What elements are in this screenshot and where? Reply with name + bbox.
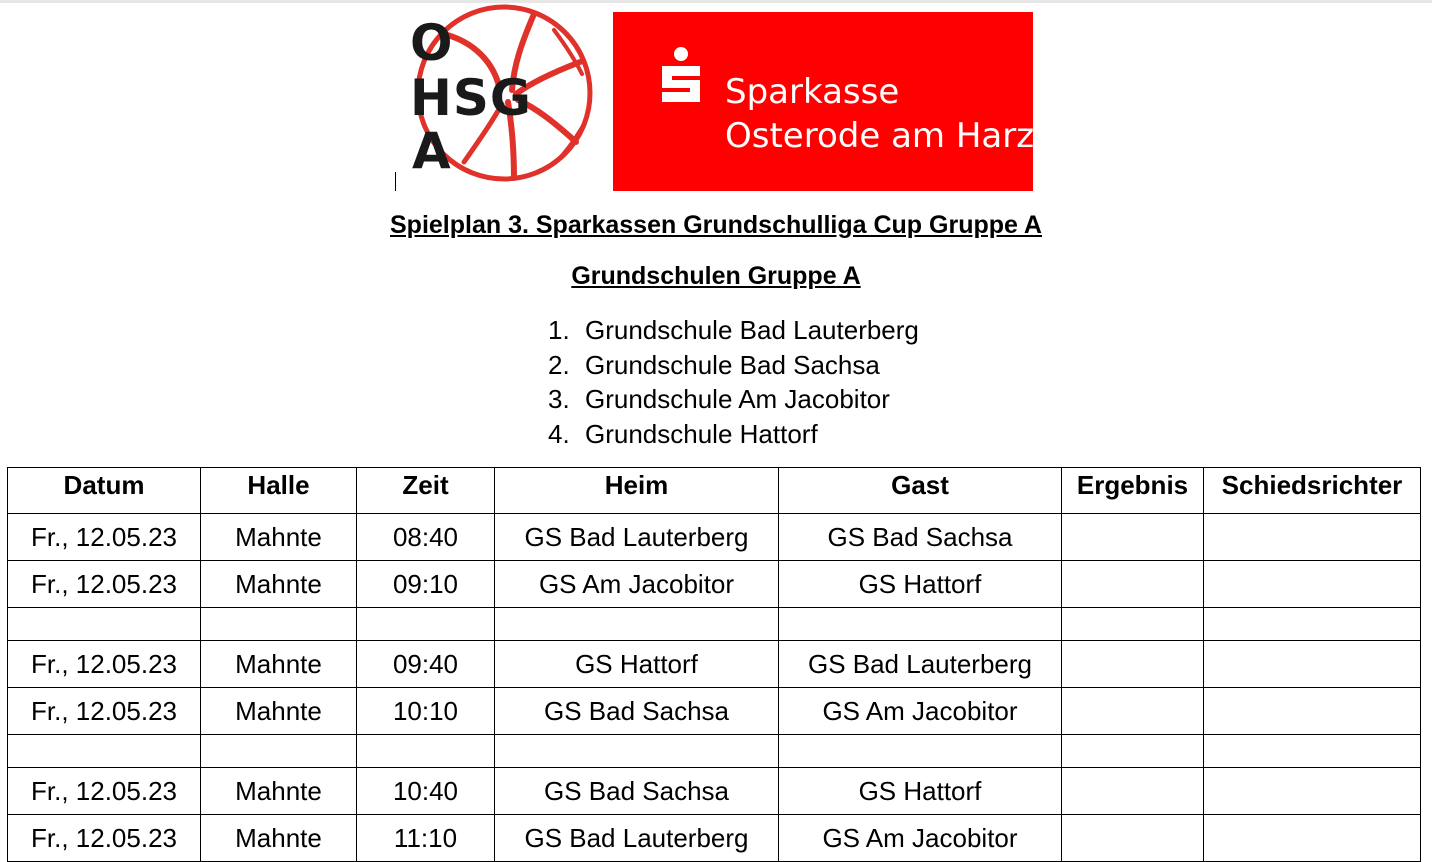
school-name: Grundschule Bad Sachsa xyxy=(585,349,880,380)
cell-heim: GS Am Jacobitor xyxy=(495,561,779,608)
cell-halle xyxy=(201,608,357,641)
cell-halle: Mahnte xyxy=(201,815,357,862)
school-name: Grundschule Am Jacobitor xyxy=(585,384,890,415)
cell-halle xyxy=(201,735,357,768)
table-row xyxy=(8,688,1421,735)
cell-schiedsrichter xyxy=(1204,641,1421,688)
column-header-gast: Gast xyxy=(779,468,1062,514)
cell-datum xyxy=(8,608,201,641)
cell-gast: GS Am Jacobitor xyxy=(779,688,1062,735)
document-subtitle: Grundschulen Gruppe A xyxy=(571,262,861,290)
cell-heim: GS Hattorf xyxy=(495,641,779,688)
table-row-empty xyxy=(8,608,1421,641)
cell-gast xyxy=(779,608,1062,641)
table-row xyxy=(8,561,1421,608)
column-header-halle: Halle xyxy=(201,468,357,514)
cell-zeit xyxy=(357,608,495,641)
cell-gast: GS Hattorf xyxy=(779,561,1062,608)
cell-ergebnis xyxy=(1062,514,1204,561)
cell-heim: GS Bad Lauterberg xyxy=(495,815,779,862)
cell-ergebnis xyxy=(1062,735,1204,768)
cell-zeit: 09:10 xyxy=(357,561,495,608)
school-list xyxy=(548,313,919,452)
cell-halle: Mahnte xyxy=(201,688,357,735)
sparkasse-s-icon xyxy=(658,46,704,106)
column-header-ergebnis: Ergebnis xyxy=(1062,468,1204,514)
table-row xyxy=(8,641,1421,688)
ohsg-logo xyxy=(404,2,600,184)
schedule-table xyxy=(7,467,1421,862)
cell-gast xyxy=(779,735,1062,768)
cell-heim: GS Bad Sachsa xyxy=(495,768,779,815)
school-name: Grundschule Hattorf xyxy=(585,419,818,450)
ohsg-letters-hsg: HSG xyxy=(410,69,532,127)
table-row xyxy=(8,815,1421,862)
top-border-line xyxy=(0,0,1432,3)
list-item xyxy=(548,313,919,348)
cell-schiedsrichter xyxy=(1204,514,1421,561)
cell-ergebnis xyxy=(1062,768,1204,815)
table-row xyxy=(8,768,1421,815)
cell-zeit: 10:10 xyxy=(357,688,495,735)
cell-gast: GS Am Jacobitor xyxy=(779,815,1062,862)
list-item xyxy=(548,417,919,452)
cell-halle: Mahnte xyxy=(201,514,357,561)
table-header-row xyxy=(8,468,1421,514)
cell-datum xyxy=(8,735,201,768)
sparkasse-logo xyxy=(613,12,1033,191)
sparkasse-name xyxy=(725,70,1034,158)
cell-schiedsrichter xyxy=(1204,768,1421,815)
cell-gast: GS Bad Sachsa xyxy=(779,514,1062,561)
cell-datum: Fr., 12.05.23 xyxy=(8,688,201,735)
cell-zeit: 11:10 xyxy=(357,815,495,862)
cell-zeit: 08:40 xyxy=(357,514,495,561)
cell-heim xyxy=(495,608,779,641)
cell-heim xyxy=(495,735,779,768)
table-row xyxy=(8,514,1421,561)
cell-halle: Mahnte xyxy=(201,561,357,608)
cell-ergebnis xyxy=(1062,688,1204,735)
cell-datum: Fr., 12.05.23 xyxy=(8,561,201,608)
cell-ergebnis xyxy=(1062,641,1204,688)
cell-schiedsrichter xyxy=(1204,735,1421,768)
sparkasse-name-line2: Osterode am Harz xyxy=(725,116,1035,156)
ohsg-letter-a: A xyxy=(412,122,451,180)
column-header-schiedsrichter: Schiedsrichter xyxy=(1204,468,1421,514)
text-cursor xyxy=(395,172,396,191)
column-header-datum: Datum xyxy=(8,468,201,514)
cell-gast: GS Bad Lauterberg xyxy=(779,641,1062,688)
sparkasse-name-line1: Sparkasse xyxy=(725,72,900,112)
table-row-empty xyxy=(8,735,1421,768)
cell-datum: Fr., 12.05.23 xyxy=(8,641,201,688)
cell-ergebnis xyxy=(1062,608,1204,641)
column-header-zeit: Zeit xyxy=(357,468,495,514)
list-item xyxy=(548,382,919,417)
list-item xyxy=(548,348,919,383)
cell-zeit: 09:40 xyxy=(357,641,495,688)
cell-zeit xyxy=(357,735,495,768)
document-title: Spielplan 3. Sparkassen Grundschulliga Cup Gruppe A xyxy=(390,211,1042,239)
cell-halle: Mahnte xyxy=(201,641,357,688)
cell-halle: Mahnte xyxy=(201,768,357,815)
cell-schiedsrichter xyxy=(1204,561,1421,608)
cell-datum: Fr., 12.05.23 xyxy=(8,815,201,862)
cell-schiedsrichter xyxy=(1204,815,1421,862)
cell-heim: GS Bad Lauterberg xyxy=(495,514,779,561)
cell-gast: GS Hattorf xyxy=(779,768,1062,815)
cell-schiedsrichter xyxy=(1204,688,1421,735)
list-number: 2. xyxy=(548,349,570,380)
column-header-heim: Heim xyxy=(495,468,779,514)
cell-schiedsrichter xyxy=(1204,608,1421,641)
cell-zeit: 10:40 xyxy=(357,768,495,815)
cell-datum: Fr., 12.05.23 xyxy=(8,768,201,815)
list-number: 3. xyxy=(548,384,570,415)
ohsg-letter-o: O xyxy=(410,14,453,72)
cell-ergebnis xyxy=(1062,561,1204,608)
cell-ergebnis xyxy=(1062,815,1204,862)
school-name: Grundschule Bad Lauterberg xyxy=(585,315,919,345)
list-number: 4. xyxy=(548,419,570,450)
list-number: 1. xyxy=(548,315,570,345)
cell-datum: Fr., 12.05.23 xyxy=(8,514,201,561)
cell-heim: GS Bad Sachsa xyxy=(495,688,779,735)
